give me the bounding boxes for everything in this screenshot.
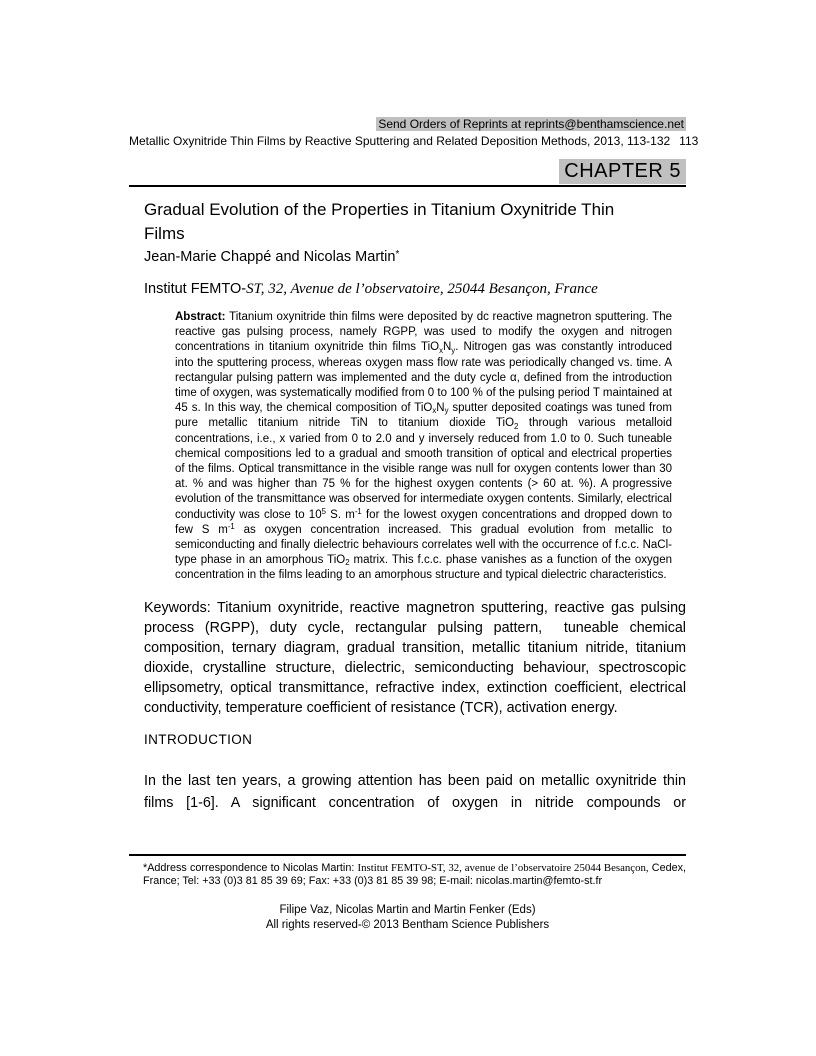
running-title: Metallic Oxynitride Thin Films by Reactive Sputtering and Related Deposition Methods, 2013, 113-132	[129, 134, 671, 148]
authors: Jean-Marie Chappé and Nicolas Martin*	[144, 248, 400, 265]
correspondence-footnote: *Address correspondence to Nicolas Martin: Institut FEMTO-ST, 32, avenue de l’observatoire 25044 Besançon, Cedex, France; Tel: +33 (0)3 81 85 39 69; Fax: +33 (0)3 81 85 39 98; E-mail: nicolas.martin@femto-st.fr	[143, 861, 686, 887]
footnote-rule	[129, 854, 686, 856]
running-head	[129, 134, 699, 148]
reprint-notice-line	[129, 117, 686, 131]
page-footer	[129, 903, 686, 932]
chapter-row	[129, 159, 686, 184]
footer-rights: All rights reserved-© 2013 Bentham Science Publishers	[265, 918, 550, 931]
keywords: Keywords: Titanium oxynitride, reactive magnetron sputtering, reactive gas pulsing process (RGPP), duty cycle, rectangular pulsing pattern, tuneable chemical composition, ternary diagram, gradual transition, metallic titanium nitride, titanium dioxide, crystalline structure, dielectric, semiconducting behaviour, spectroscopic ellipsometry, optical transmittance, refractive index, extinction coefficient, electrical conductivity, temperature coefficient of resistance (TCR), activation energy.	[144, 599, 686, 716]
footer-editors: Filipe Vaz, Nicolas Martin and Martin Fenker (Eds)	[279, 904, 536, 916]
chapter-label: CHAPTER 5	[559, 159, 686, 184]
chapter-title-line-1: Gradual Evolution of the Properties in Titanium Oxynitride Thin	[144, 200, 615, 219]
chapter-title-line-2: Films	[144, 224, 185, 243]
reprint-notice: Send Orders of Reprints at reprints@benthamscience.net	[378, 117, 684, 131]
abstract: Abstract: Titanium oxynitride thin films were deposited by dc reactive magnetron sputtering. The reactive gas pulsing process, namely RGPP, was used to modify the oxygen and nitrogen concentrations in titanium oxynitride thin films $TiO_xN_y$. Nitrogen gas was constantly introduced into the sputtering process, whereas oxygen mass flow rate was periodically changed vs. time. A rectangular pulsing pattern was implemented and the duty cycle α, defined from the introduction time of oxygen, was systematically modified from 0 to 100 % of the pulsing period T maintained at 45 s. In this way, the chemical composition of $TiO_xN_y$ sputter deposited coatings was tuned from pure metallic titanium nitride TiN to titanium dioxide TiO$_2$ through various metalloid concentrations, i.e., x varied from 0 to 2.0 and y inversely reduced from 1.0 to 0. Such tuneable chemical compositions led to a gradual and smooth transition of optical and electrical properties of the films. Optical transmittance in the visible range was null for oxygen contents lower than 30 at. % and was higher than 75 % for the highest oxygen contents (> 60 at. %). A progressive evolution of the transmittance was observed for intermediate oxygen contents. Similarly, electrical conductivity was close to $10^5$ S. $m^{-1}$ for the lowest oxygen concentrations and dropped down to few S $m^{-1}$ as oxygen concentration increased. This gradual evolution from metallic to semiconducting and finally dielectric behaviours correlates well with the occurrence of f.c.c. NaCl-type phase in an amorphous TiO$_2$ matrix. This f.c.c. phase vanishes as a function of the oxygen concentration in the films leading to an amorphous structure and typical dielectric characteristics.	[175, 311, 672, 582]
section-heading-introduction: INTRODUCTION	[144, 731, 253, 747]
header-rule	[129, 185, 686, 187]
page-number: 113	[679, 134, 699, 148]
footnote-block	[129, 854, 686, 889]
introduction-paragraph: In the last ten years, a growing attention has been paid on metallic oxynitride thin films [1-6]. A significant concentration of oxygen in nitride compounds or	[144, 772, 686, 812]
chapter-title	[129, 198, 686, 246]
affiliation: Institut FEMTO-ST, 32, Avenue de l’observatoire, 25044 Besançon, France	[144, 281, 598, 297]
page-content	[129, 0, 699, 815]
